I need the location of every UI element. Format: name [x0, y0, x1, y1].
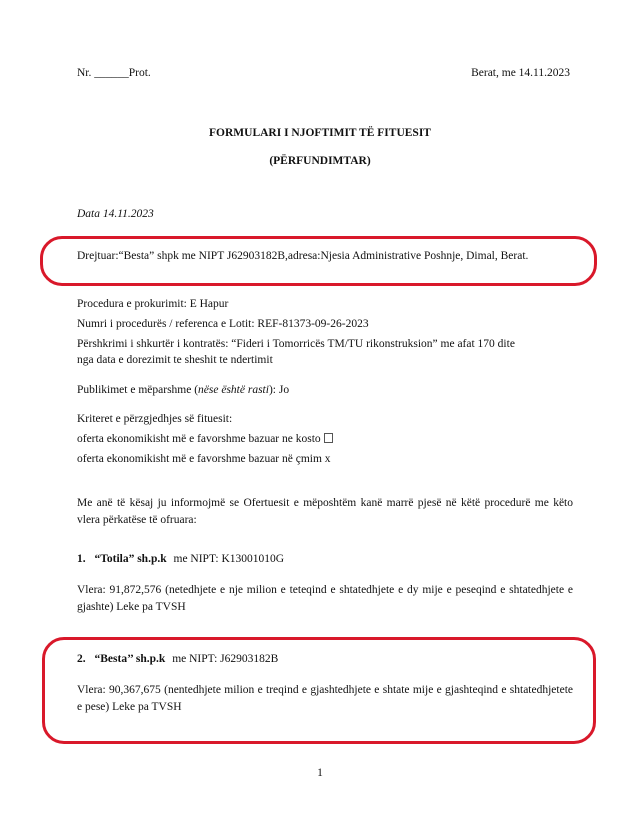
bidder-2-number: 2.: [77, 653, 86, 665]
bidder-2-name: “Besta’’ sh.p.k: [94, 653, 166, 665]
contract-description-line2: nga data e dorezimit te sheshit te ndertimit: [77, 354, 273, 366]
intro-paragraph: Me anë të kësaj ju informojmë se Ofertuesit e mëposhtëm kanë marrë pjesë në këtë procedurë me këto vlera përkatëse të ofruara:: [77, 497, 573, 526]
previous-publications: [77, 384, 289, 396]
previous-publications-italic: nëse është rasti: [198, 384, 269, 396]
addressee-line: Drejtuar:“Besta” shpk me NIPT J62903182B,adresa:Njesia Administrative Poshnje, Dimal, Berat.: [77, 250, 529, 262]
protocol-number: Nr. ______Prot.: [77, 67, 151, 79]
previous-publications-prefix: Publikimet e mëparshme (: [77, 384, 199, 396]
criteria-option-price: oferta ekonomikisht më e favorshme bazuar në çmim x: [77, 453, 331, 465]
procedure-reference: Numri i procedurës / referenca e Lotit: REF-81373-09-26-2023: [77, 318, 369, 330]
bidder-1-header: [77, 553, 284, 565]
bidder-2-value: Vlera: 90,367,675 (nentedhjete milion e treqind e gjashtedhjete e shtate mije e gjashteqind e shtatedhjetete e pese) Leke pa TVSH: [77, 684, 573, 713]
bidder-2-header: [77, 653, 278, 665]
criteria-option-cost-label: oferta ekonomikisht më e favorshme bazuar ne kosto: [77, 433, 321, 445]
previous-publications-suffix: ): Jo: [268, 384, 290, 396]
bidder-1-number: 1.: [77, 553, 86, 565]
document-date: Data 14.11.2023: [77, 208, 154, 220]
page-title: FORMULARI I NJOFTIMIT TË FITUESIT: [209, 127, 431, 139]
page-subtitle: (PËRFUNDIMTAR): [269, 155, 371, 167]
place-date: Berat, me 14.11.2023: [471, 67, 570, 79]
bidder-1-value: Vlera: 91,872,576 (netedhjete e nje milion e teteqind e shtatedhjete e dy mije e peseqind e shtatedhjete e gjashte) Leke pa TVSH: [77, 584, 573, 613]
procedure-type: Procedura e prokurimit: E Hapur: [77, 298, 229, 310]
page-number: 1: [317, 767, 323, 779]
contract-description-line1: Përshkrimi i shkurtër i kontratës: “Fideri i Tomorricës TM/TU rikonstruksion” me afat 170 dite: [77, 338, 515, 350]
bidder-1-name: “Totila” sh.p.k: [94, 553, 167, 565]
bidder-1-nipt: me NIPT: K13001010G: [173, 553, 285, 565]
criteria-heading: Kriteret e përzgjedhjes së fituesit:: [77, 413, 233, 425]
bidder-2-nipt: me NIPT: J62903182B: [172, 653, 279, 665]
criteria-option-cost: [77, 433, 333, 445]
checkbox-empty-icon: [324, 433, 333, 443]
